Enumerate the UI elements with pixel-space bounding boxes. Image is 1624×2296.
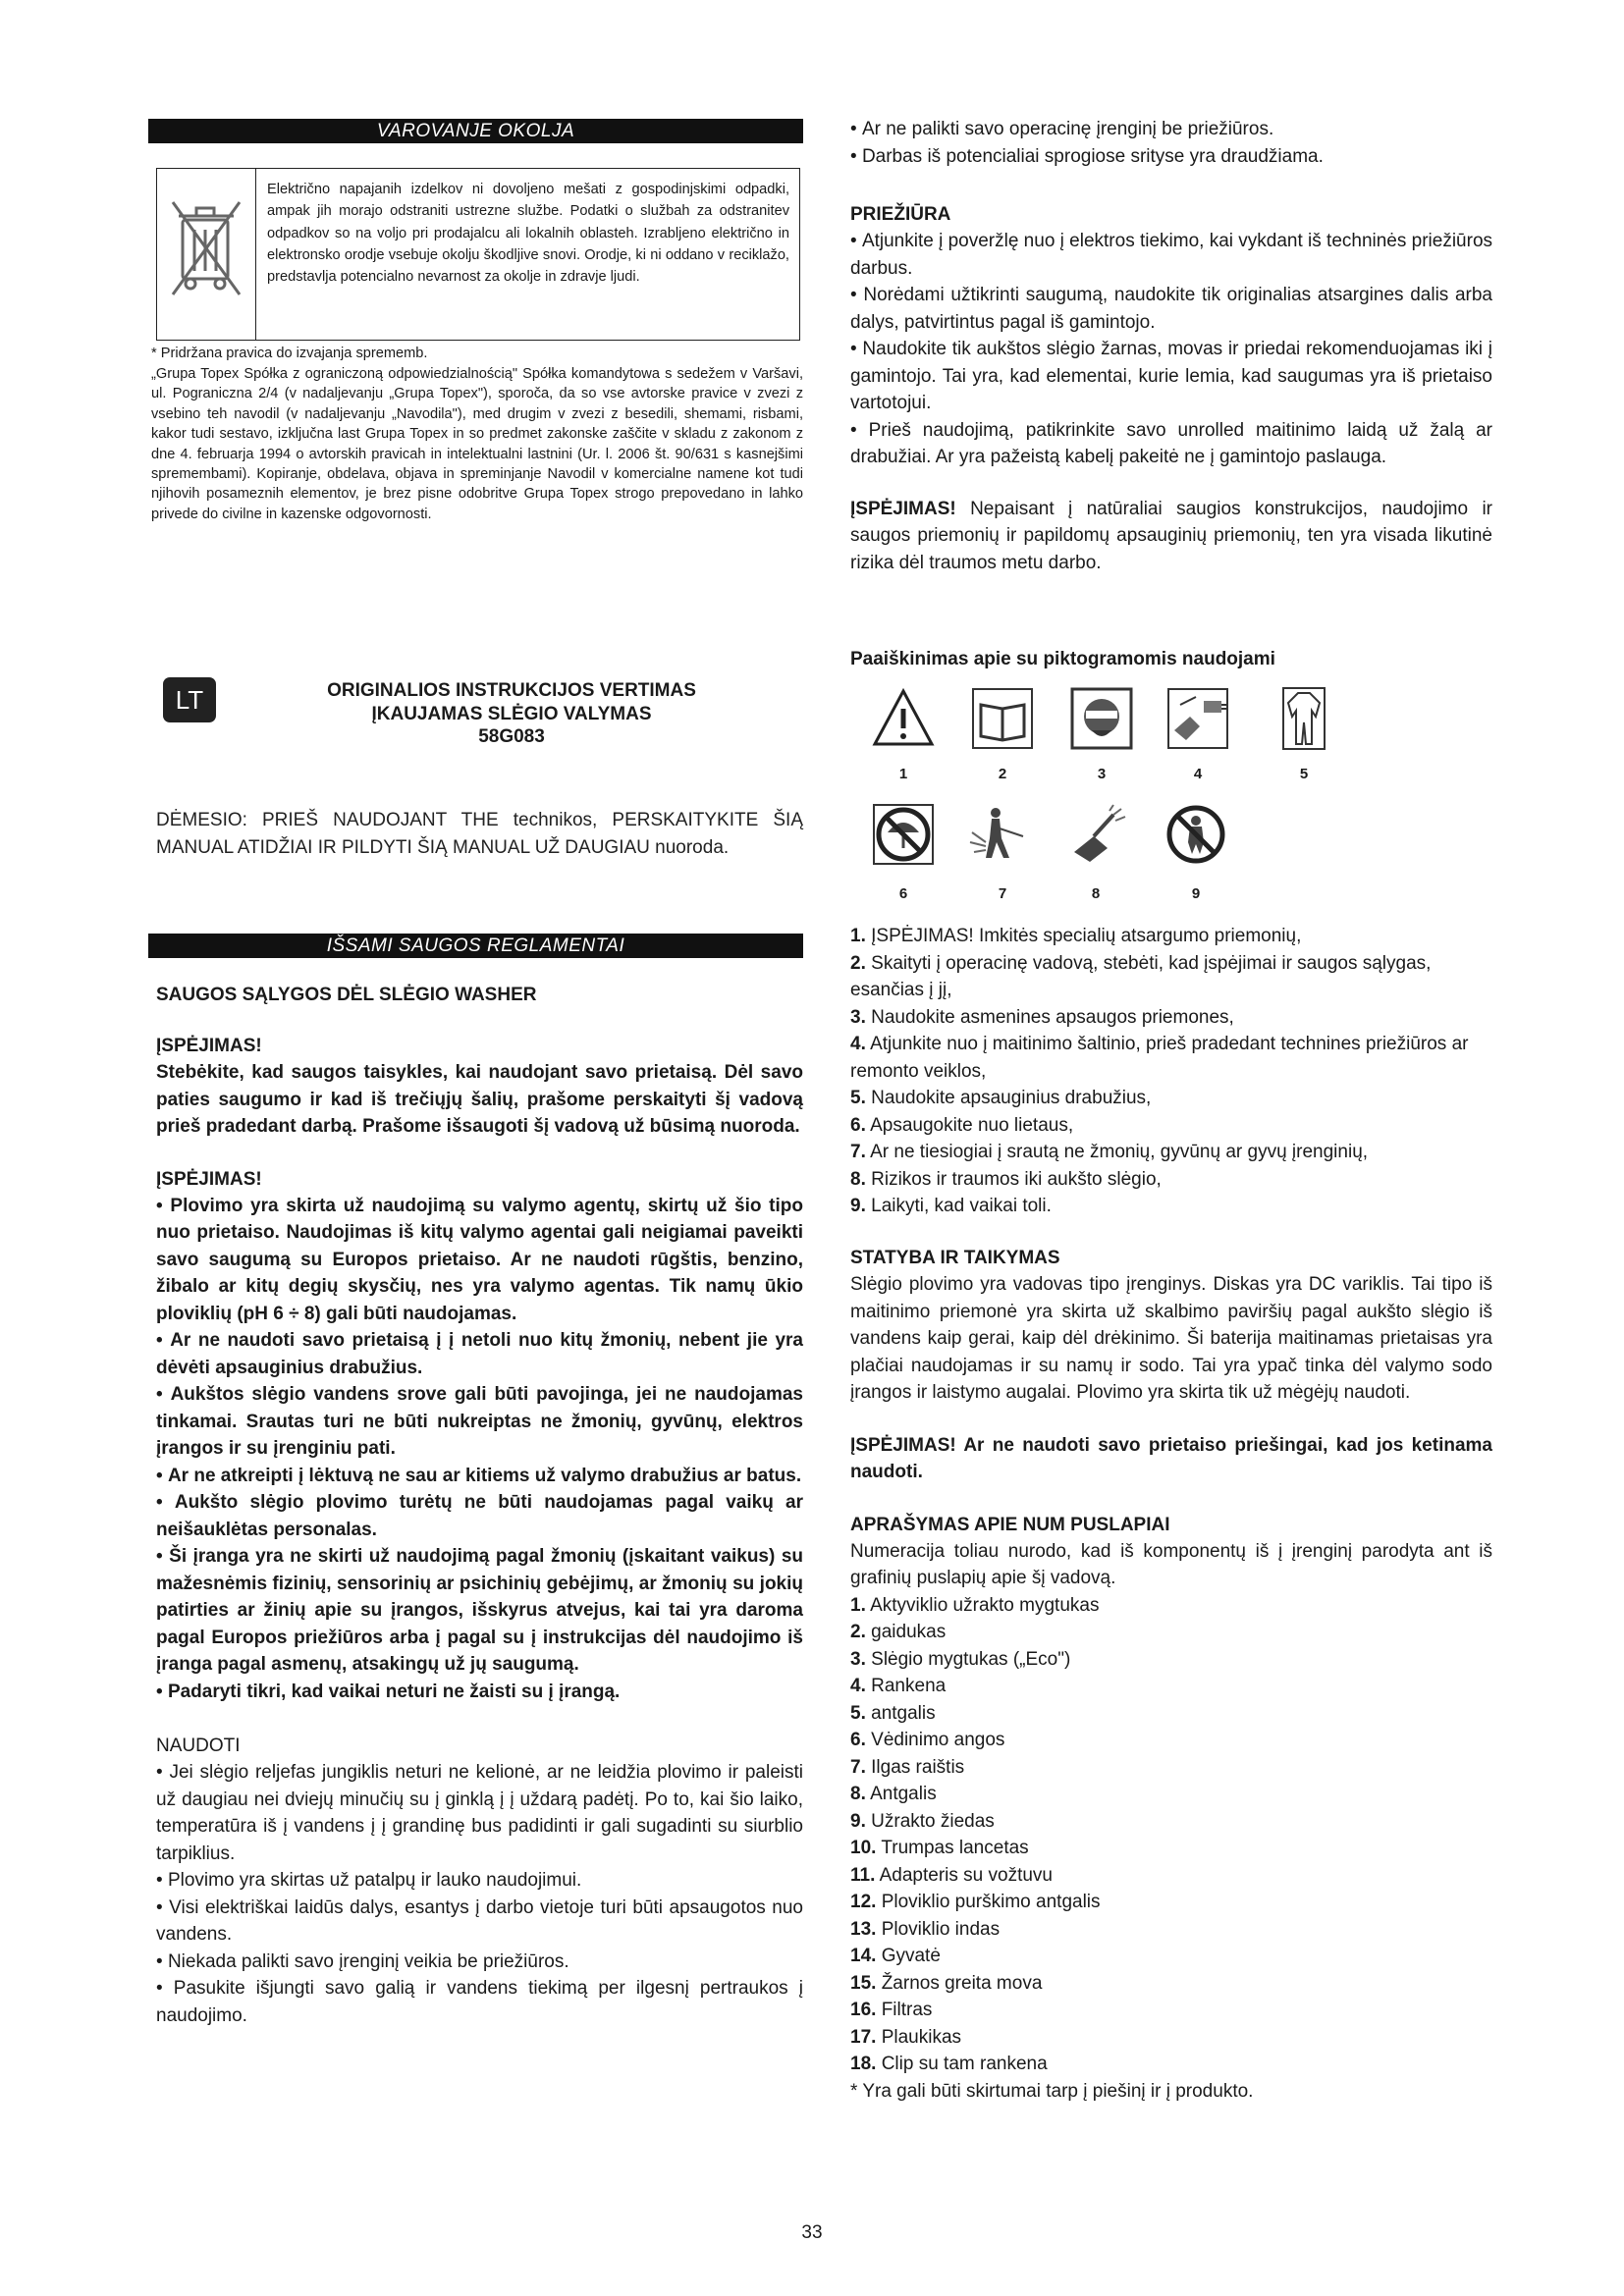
warning-1-text: Stebėkite, kad saugos taisykles, kai naudojant savo prietaisą. Dėl savo paties saugumo ir kad iš trečiųjų šalių, prašome perskaityti šį vadovą prieš pradedant darbą. Prašome išsaugoti šį vadovą už būsimą nuoroda. [156, 1062, 803, 1137]
no-rain-icon [872, 803, 935, 866]
naudoti-bullet: • Pasukite išjungti savo galią ir vandens tiekimą per ilgesnį pertraukos į naudojimo. [156, 1975, 803, 2029]
warning-1-label: ĮSPĖJIMAS! [156, 1036, 262, 1056]
warning-bullet: • Plovimo yra skirta už naudojimą su valymo agentų, skirtų už šio tipo nuo prietaiso. Naudojimas iš kitų valymo agentai gali neigiamai paveikti savo saugumą su Europos prietaiso. Ar ne naudoti rūgštis, benzino, žibalo ar kitų degių skysčių, nes yra valymo agentas. Tik namų ūkio ploviklių (pH 6 ÷ 8) gali būti naudojamas. [156, 1193, 803, 1328]
maintenance-section [850, 201, 1492, 576]
maintenance-list [850, 228, 1492, 471]
top-bullet: • Darbas iš potencialiai sprogiose srityse yra draudžiama. [850, 143, 1492, 171]
list-item: 13. Ploviklio indas [850, 1918, 1001, 1940]
list-item: 17. Plaukikas [850, 2026, 962, 2048]
list-item: 9. Užrakto žiedas [850, 1810, 995, 1832]
pictogram-legend [850, 923, 1492, 1220]
protective-gear-icon [1070, 687, 1133, 750]
list-item: 6. Vėdinimo angos [850, 1730, 1005, 1750]
list-item: 2. gaidukas [850, 1622, 947, 1642]
list-item: 2. Skaityti į operacinę vadovą, stebėti, kad įspėjimai ir saugos sąlygas, esančias į jį, [850, 952, 1432, 1000]
safety-content [156, 982, 803, 2029]
warning-3-text: Nepaisant į natūraliai saugios konstrukcijos, naudojimo ir saugos priemonių ir papildomų apsauginių priemonių, ten yra visada likutinė rizika dėl traumos metu darbo. [850, 498, 1492, 573]
warning-bullet: • Ar ne atkreipti į lėktuvą ne sau ar kitiems už valymo drabužius ar batus. [156, 1463, 803, 1490]
warning-2-list [156, 1193, 803, 1706]
list-item: 18. Clip su tam rankena [850, 2054, 1048, 2074]
manual-book-icon [971, 687, 1034, 750]
list-item: 3. Slėgio mygtukas („Eco") [850, 1648, 1071, 1670]
keep-children-away-icon [1164, 803, 1227, 866]
list-item: 15. Žarnos greita mova [850, 1972, 1043, 1994]
list-item: 4. Atjunkite nuo į maitinimo šaltinio, prieš pradedant technines priežiūros ar remonto veiklos, [850, 1034, 1469, 1082]
warning-3-label: ĮSPĖJIMAS! [850, 498, 956, 519]
list-item: 6. Apsaugokite nuo lietaus, [850, 1114, 1074, 1136]
top-bullets [850, 116, 1492, 170]
warning-bullet: • Ši įranga yra ne skirti už naudojimą pagal žmonių (įskaitant vaikus) su mažesnėmis fizinių, sensorinių ar psichinių gebėjimų, ar žmonių su jokių patirties ar žinių apie su įrangos, išskyrus atvejus, kai tai yra daroma pagal Europos priežiūros arba į pagal su į instrukcijas dėl naudojimo iš įranga pagal asmenų, atsakingų už jų saugumą. [156, 1543, 803, 1679]
naudoti-bullet: • Plovimo yra skirtas už patalpų ir lauko naudojimui. [156, 1867, 803, 1895]
description-heading: APRAŠYMAS APIE NUM PUSLAPIAI [850, 1514, 1170, 1535]
crossed-bin-icon [157, 169, 256, 340]
lang-badge: LT [163, 677, 216, 722]
warning-bullet: • Padaryti tikri, kad vaikai neturi ne žaisti su į įrangą. [156, 1679, 803, 1706]
pictogram-number: 4 [1193, 766, 1203, 782]
safety-heading: SAUGOS SĄLYGOS DĖL SLĖGIO WASHER [156, 985, 537, 1005]
warning-triangle-icon [872, 687, 935, 750]
naudoti-bullet: • Visi elektriškai laidūs dalys, esantys į darbo vietoje turi būti apsaugotos nuo vandens. [156, 1895, 803, 1949]
pictogram-number: 7 [998, 885, 1007, 902]
pictogram-heading: Paaiškinimas apie su piktogramomis naudojami [850, 649, 1275, 669]
warning-bullet: • Ar ne naudoti savo prietaisą į į netoli nuo kitų žmonių, nebent jie yra dėvėti apsauginius drabužius. [156, 1327, 803, 1381]
doc-title-line-2: ĮKAUJAMAS SLĖGIO VALYMAS [371, 703, 652, 724]
env-notice-text: Električno napajanih izdelkov ni dovoljeno mešati z gospodinjskimi odpadki, ampak jih morajo odstraniti ustrezne službe. Podatki o službah za odstranitev odpadkov so na voljo pri prodajalcu ali lokalnih oblasteh. Izrabljeno električno in elektronsko orodje vsebuje okolju škodljive snovi. Orodje, ki ni oddano v reciklažo, predstavlja potencialno nevarnost za okolje in zdravje ljudi. [267, 182, 789, 286]
list-item: 5. antgalis [850, 1702, 936, 1724]
naudoti-list [156, 1759, 803, 2029]
list-item: 8. Antgalis [850, 1784, 937, 1804]
warning-3 [850, 496, 1492, 577]
pictogram-number: 1 [898, 766, 908, 782]
doc-title [227, 679, 796, 749]
pictogram-number: 2 [998, 766, 1007, 782]
list-item: 7. Ar ne tiesiogiai į srautą ne žmonių, gyvūnų ar gyvų įrenginių, [850, 1142, 1369, 1162]
env-notice-box [156, 168, 800, 341]
list-item: 11. Adapteris su vožtuvu [850, 1864, 1053, 1886]
warning-4: ĮSPĖJIMAS! Ar ne naudoti savo prietaiso priešingai, kad jos ketinama naudoti. [850, 1434, 1492, 1482]
disconnect-power-icon [1166, 687, 1229, 750]
maintenance-bullet: • Prieš naudojimą, patikrinkite savo unrolled maitinimo laidą už žalą ar drabužiai. Ar yra pažeistą kabelį pakeitė ne į gamintojo paslauga. [850, 417, 1492, 471]
list-item: 8. Rizikos ir traumos iki aukšto slėgio, [850, 1168, 1162, 1190]
naudoti-bullet: • Niekada palikti savo įrenginį veikia be priežiūros. [156, 1949, 803, 1976]
pictogram-number: 9 [1191, 885, 1201, 902]
construction-section [850, 1245, 1492, 2105]
warning-2-label: ĮSPĖJIMAS! [156, 1168, 262, 1190]
pictogram-number: 3 [1097, 766, 1107, 782]
list-item: 1. ĮSPĖJIMAS! Imkitės specialių atsargumo priemonių, [850, 926, 1302, 946]
attention-notice: DĖMESIO: PRIEŠ NAUDOJANT THE technikos, PERSKAITYKITE ŠIĄ MANUAL ATIDŽIAI IR PILDYTI ŠIĄ MANUAL UŽ DAUGIAU nuoroda. [156, 810, 803, 858]
safety-section-bar: IŠSAMI SAUGOS REGLAMENTAI [148, 934, 803, 958]
construction-heading: STATYBA IR TAIKYMAS [850, 1248, 1060, 1268]
list-item: 4. Rankena [850, 1676, 947, 1696]
maintenance-bullet: • Naudokite tik aukštos slėgio žarnas, movas ir priedai rekomenduojamas iki į gamintojo. Tai yra, kad elementai, kurie lemia, kad saugumas yra iš prietaiso vartotojui. [850, 336, 1492, 417]
top-bullet: • Ar ne palikti savo operacinę įrenginį be priežiūros. [850, 116, 1492, 143]
pictogram-number: 5 [1299, 766, 1309, 782]
high-pressure-injury-icon [1064, 803, 1127, 866]
parts-note: * Yra gali būti skirtumai tarp į piešinį ir į produkto. [850, 2080, 1254, 2102]
pictogram-number: 6 [898, 885, 908, 902]
maintenance-bullet: • Norėdami užtikrinti saugumą, naudokite tik originalias atsargines dalis arba dalys, patvirtintus pagal iš gamintojo. [850, 282, 1492, 336]
list-item: 12. Ploviklio purškimo antgalis [850, 1892, 1101, 1912]
list-item: 7. Ilgas raištis [850, 1756, 965, 1778]
list-item: 5. Naudokite apsauginius drabužius, [850, 1088, 1152, 1108]
pictogram-grid [850, 687, 1492, 913]
list-item: 9. Laikyti, kad vaikai toli. [850, 1196, 1052, 1216]
reserve-note: * Pridržana pravica do izvajanja sprememb. [151, 346, 428, 361]
maintenance-heading: PRIEŽIŪRA [850, 204, 951, 225]
doc-title-line-1: ORIGINALIOS INSTRUKCIJOS VERTIMAS [327, 680, 696, 701]
list-item: 1. Aktyviklio užrakto mygtukas [850, 1594, 1100, 1616]
warning-bullet: • Aukštos slėgio vandens srove gali būti pavojinga, jei ne naudojamas tinkamai. Srautas turi ne būti nukreiptas ne žmonių, gyvūnų, elektros įrangos ir su įrenginiu pati. [156, 1381, 803, 1463]
description-text: Numeracija toliau nurodo, kad iš komponentų iš į įrenginį parodyta ant iš grafinių puslapių apie šį vadovą. [850, 1540, 1492, 1588]
warning-bullet: • Aukšto slėgio plovimo turėtų ne būti naudojamas pagal vaikų ar neišauklėtas personalas. [156, 1489, 803, 1543]
list-item: 10. Trumpas lancetas [850, 1838, 1029, 1858]
no-spray-at-people-icon [966, 803, 1029, 866]
parts-list [850, 1592, 1492, 2078]
list-item: 14. Gyvatė [850, 1946, 941, 1966]
doc-model: 58G083 [478, 726, 545, 747]
list-item: 16. Filtras [850, 2000, 933, 2020]
naudoti-heading: NAUDOTI [156, 1735, 241, 1756]
page-number: 33 [801, 2222, 823, 2243]
list-item: 3. Naudokite asmenines apsaugos priemones, [850, 1006, 1234, 1028]
protective-clothing-icon [1282, 687, 1326, 750]
maintenance-bullet: • Atjunkite į poveržlę nuo į elektros tiekimo, kai vykdant iš techninės priežiūros darbus. [850, 228, 1492, 282]
naudoti-bullet: • Jei slėgio reljefas jungiklis neturi ne kelionė, ar ne leidžia plovimo ir paleisti už daugiau nei dviejų minučių su į ginklą į į uždarą padėtį. Po to, kai šio laiko, temperatūra iš į vandens į į grandinę bus padidinti ir gali sugadinti su siurblio tarpiklius. [156, 1759, 803, 1867]
construction-text: Slėgio plovimo yra vadovas tipo įrenginys. Diskas yra DC variklis. Tai tipo iš maitinimo priemonė yra skirta už skalbimo paviršių pagal aukšto slėgio iš vandens kaip gerai, kaip dėl drėkinimo. Ši baterija maitinamas prietaisas yra plačiai naudojamas ir su namų ir sodo. Tai yra ypač tinka dėl valymo sodo įrangos ir laistymo augalai. Plovimo yra skirta tik už mėgėjų naudoti. [850, 1274, 1492, 1403]
pictogram-number: 8 [1091, 885, 1101, 902]
copyright-notice: „Grupa Topex Spółka z ograniczoną odpowiedzialnością" Spółka komandytowa s sedežem v Varšavi, ul. Pograniczna 2/4 (v nadaljevanju „Grupa Topex"), sporoča, da so vse avtorske pravice v zvezi z vsebino teh navodil (v nadaljevanju „Navodila"), med drugim v zvezi z besedili, shemami, risbami, kakor tudi sestavo, izključna last Grupa Topex in so predmet zakonske zaščite v skladu z zakonom z dne 4. februarja 1994 o avtorskih pravicah in intelektualni lastnini (Ur. l. 2006 št. 90/631 s kasnejšimi spremembami). Kopiranje, obdelava, objava in spreminjanje Navodil v komercialne namene kot tudi njihovih posameznih elementov, je brez pisne odobritve Grupa Topex strogo prepovedano in lahko privede do civilne in kazenske odgovornosti. [151, 366, 803, 522]
env-section-bar: VAROVANJE OKOLJA [148, 119, 803, 143]
